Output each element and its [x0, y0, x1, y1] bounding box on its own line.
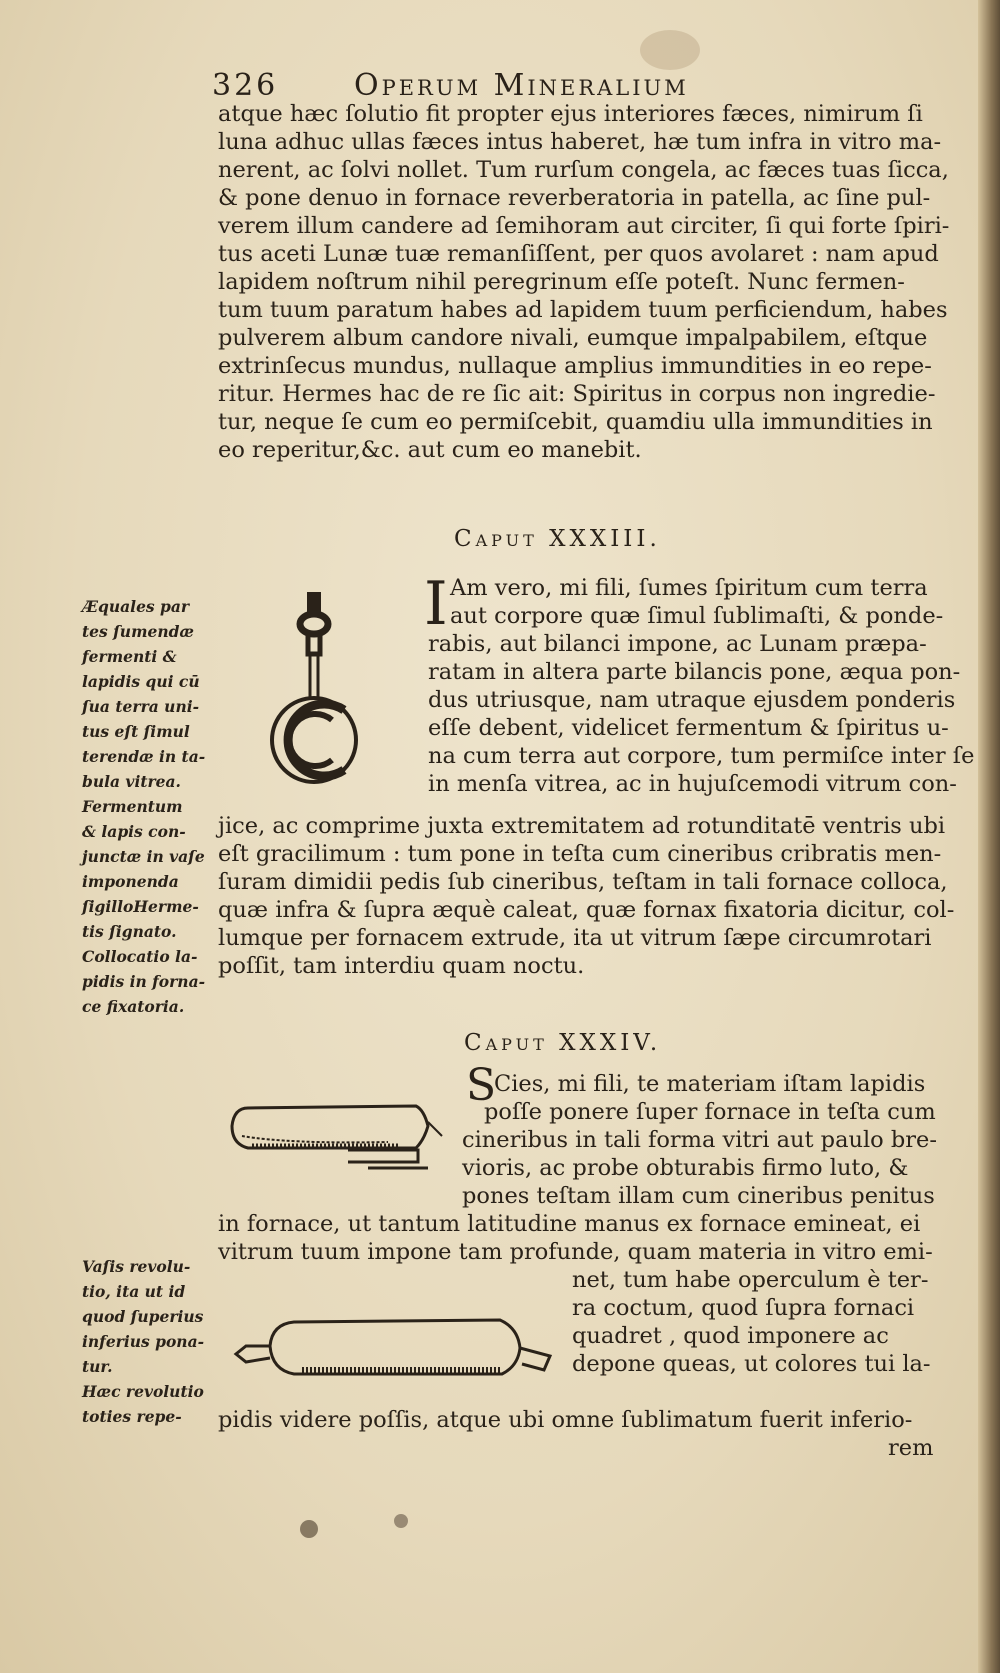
text-line: tur, neque ſe cum eo permiſcebit, quamdiu ulla immundities in	[218, 409, 933, 435]
flask-illustration-vertical	[270, 590, 370, 790]
running-title: Operum Mineralium	[354, 68, 689, 103]
text-line: nerent, ac ſolvi nollet. Tum rurſum congela, ac fæces tuas ſicca,	[218, 157, 949, 183]
margin-note-line: Fermentum	[82, 797, 183, 816]
text-line: ratam in altera parte bilancis pone, æqua pon-	[428, 659, 961, 685]
text-line: aut corpore quæ ſimul ſublimaſti, & ponde-	[450, 603, 944, 629]
text-line: eo reperitur,&c. aut cum eo manebit.	[218, 437, 642, 463]
text-line: ſuram dimidii pedis ſub cineribus, teſtam in tali fornace colloca,	[218, 869, 948, 895]
paper-stain	[640, 30, 700, 70]
margin-note-line: toties repe-	[82, 1407, 182, 1426]
text-line: luna adhuc ullas fæces intus haberet, hæ tum infra in vitro ma-	[218, 129, 942, 155]
text-line: Cies, mi fili, te materiam iſtam lapidis	[494, 1071, 926, 1097]
flask-illustration-revolved	[232, 1300, 562, 1400]
margin-note-line: ſua terra uni-	[82, 697, 200, 716]
page-edge	[978, 0, 1000, 1673]
text-line: net, tum habe operculum è ter-	[572, 1267, 929, 1293]
text-line: in fornace, ut tantum latitudine manus ex fornace emineat, ei	[218, 1211, 921, 1237]
text-line: dus utriusque, nam utraque ejusdem ponderis	[428, 687, 956, 713]
margin-note-line: tio, ita ut id	[82, 1282, 186, 1301]
text-line: pulverem album candore nivali, eumque impalpabilem, eſtque	[218, 325, 928, 351]
text-line: vitrum tuum impone tam profunde, quam materia in vitro emi-	[218, 1239, 933, 1265]
margin-note-line: Æquales par	[82, 597, 190, 616]
margin-note-line: terendæ in ta-	[82, 747, 206, 766]
margin-note-line: Collocatio la-	[82, 947, 198, 966]
text-line: extrinſecus mundus, nullaque amplius immundities in eo repe-	[218, 353, 932, 379]
chapter-heading: Caput XXXIV.	[464, 1030, 662, 1056]
margin-note-line: junctæ in vaſe	[82, 847, 205, 866]
text-line: tum tuum paratum habes ad lapidem tuum perficiendum, habes	[218, 297, 948, 323]
page-number: 326	[212, 68, 279, 103]
text-line: Am vero, mi fili, ſumes ſpiritum cum terra	[450, 575, 928, 601]
text-line: rabis, aut bilanci impone, ac Lunam præpa-	[428, 631, 927, 657]
ink-spot	[394, 1514, 408, 1528]
text-line: depone queas, ut colores tui la-	[572, 1351, 931, 1377]
margin-note-line: bula vitrea.	[82, 772, 181, 791]
text-line: vioris, ac probe obturabis firmo luto, &	[462, 1155, 909, 1181]
margin-note-line: tur.	[82, 1357, 113, 1376]
running-header	[212, 68, 792, 104]
text-line: pidis videre poſſis, atque ubi omne ſublimatum fuerit inferio-	[218, 1407, 913, 1433]
margin-note-line: ſigilloHerme-	[82, 897, 199, 916]
margin-note-line: ce fixatoria.	[82, 997, 185, 1016]
margin-note-line: quod ſuperius	[82, 1307, 204, 1326]
text-line: quadret , quod imponere ac	[572, 1323, 889, 1349]
drop-cap: S	[466, 1060, 497, 1111]
text-line: & pone denuo in fornace reverberatoria in patella, ac ſine pul-	[218, 185, 931, 211]
drop-cap: I	[424, 569, 448, 639]
margin-note-line: tes ſumendæ	[82, 622, 194, 641]
text-line: ritur. Hermes hac de re ſic ait: Spiritus in corpus non ingredie-	[218, 381, 936, 407]
text-line: verem illum candere ad ſemihoram aut circiter, ſi qui forte ſpiri-	[218, 213, 950, 239]
text-line: ra coctum, quod ſupra fornaci	[572, 1295, 915, 1321]
text-line: jice, ac comprime juxta extremitatem ad rotunditatē ventris ubi	[218, 813, 946, 839]
margin-note-line: imponenda	[82, 872, 179, 891]
margin-note-line: tis ſignato.	[82, 922, 177, 941]
text-line: lumque per fornacem extrude, ita ut vitrum ſæpe circumrotari	[218, 925, 932, 951]
chapter-heading: Caput XXXIII.	[454, 526, 661, 552]
text-line: poſſe ponere ſuper fornace in teſta cum	[484, 1099, 936, 1125]
margin-note-line: Hæc revolutio	[82, 1382, 204, 1401]
margin-note-line: inferius pona-	[82, 1332, 205, 1351]
ink-spot	[300, 1520, 318, 1538]
text-line: poſſit, tam interdiu quam noctu.	[218, 953, 585, 979]
text-line: eſt gracilimum : tum pone in teſta cum cineribus cribratis men-	[218, 841, 942, 867]
margin-note-line: pidis in forna-	[82, 972, 206, 991]
text-line: tus aceti Lunæ tuæ remanſiſſent, per quos avolaret : nam apud	[218, 241, 939, 267]
margin-note-line: Vaſis revolu-	[82, 1257, 191, 1276]
margin-note-line: & lapis con-	[82, 822, 186, 841]
text-line: in menſa vitrea, ac in hujuſcemodi vitrum con-	[428, 771, 957, 797]
text-line: quæ infra & ſupra æquè caleat, quæ fornax fixatoria dicitur, col-	[218, 897, 955, 923]
text-line: na cum terra aut corpore, tum permiſce inter ſe	[428, 743, 975, 769]
catchword: rem	[888, 1435, 934, 1461]
flask-illustration-horizontal	[228, 1096, 450, 1178]
margin-note-line: fermenti &	[82, 647, 177, 666]
text-line: lapidem noſtrum nihil peregrinum eſſe poteſt. Nunc fermen-	[218, 269, 905, 295]
margin-note-line: tus eſt ſimul	[82, 722, 190, 741]
margin-note-line: lapidis qui cū	[82, 672, 200, 691]
text-line: atque hæc ſolutio fit propter ejus interiores fæces, nimirum ſi	[218, 101, 923, 127]
text-line: pones teſtam illam cum cineribus penitus	[462, 1183, 935, 1209]
text-line: cineribus in tali forma vitri aut paulo bre-	[462, 1127, 937, 1153]
text-line: eſſe debent, videlicet fermentum & ſpiritus u-	[428, 715, 949, 741]
